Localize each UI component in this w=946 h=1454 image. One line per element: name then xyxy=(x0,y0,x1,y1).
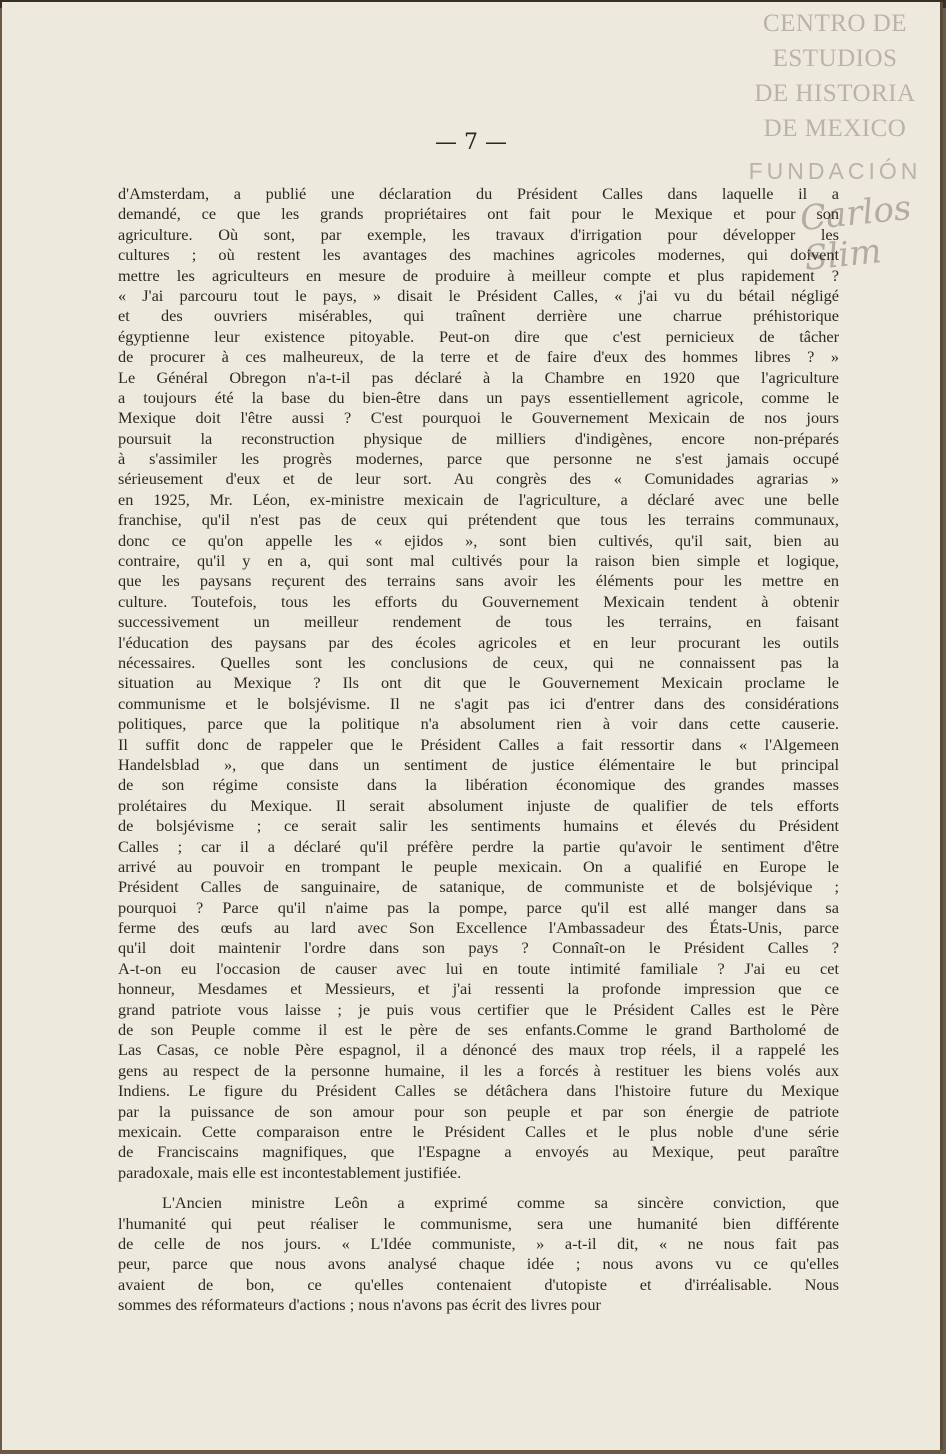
text-line: et des ouvriers misérables, qui traînent derrière une charrue préhistorique xyxy=(118,306,839,326)
watermark-line: CENTRO DE xyxy=(762,10,908,37)
text-line: à s'assimiler les progrès modernes, parce que personne ne s'est jamais occupé xyxy=(118,449,839,469)
document-page xyxy=(2,2,943,1450)
text-line: cultures ; où restent les avantages des machines agricoles modernes, qui doivent xyxy=(118,245,839,265)
paragraph xyxy=(118,184,839,1183)
text-line: A-t-on eu l'occasion de causer avec lui en toute intimité familiale ? J'ai eu cet xyxy=(118,958,839,978)
watermark-line: DE MEXICO xyxy=(763,115,907,142)
text-line: peur, parce que nous avons analysé chaque idée ; nous avons vu ce qu'elles xyxy=(118,1254,839,1274)
archive-watermark xyxy=(740,6,930,189)
text-line: égyptienne leur existence pitoyable. Peut-on dire que c'est pernicieux de tâcher xyxy=(118,326,839,346)
text-line: par la puissance de son amour pour son peuple et par son énergie de patriote xyxy=(118,1101,839,1121)
text-line: gens au respect de la personne humaine, il les a forcés à restituer les biens volés aux xyxy=(118,1060,839,1080)
watermark-line: ESTUDIOS xyxy=(772,45,898,72)
body-text xyxy=(118,184,839,1315)
text-line: Handelsblad », que dans un sentiment de justice élémentaire le but principal xyxy=(118,754,839,774)
text-line: Président Calles de sanguinaire, de satanique, de communiste et de bolsjévique ; xyxy=(118,877,839,897)
watermark-line: DE HISTORIA xyxy=(754,80,916,107)
page-number: — 7 — xyxy=(435,130,507,155)
text-line: en 1925, Mr. Léon, ex-ministre mexicain de l'agriculture, a déclaré avec une belle xyxy=(118,489,839,509)
text-line: de celle de nos jours. « L'Idée communiste, » a-t-il dit, « ne nous fait pas xyxy=(118,1233,839,1253)
text-line: sérieusement d'eux et de leur sort. Au congrès des « Comunidades agrarias » xyxy=(118,469,839,489)
text-line: Indiens. Le figure du Président Calles se détâchera dans l'histoire future du Mexique xyxy=(118,1081,839,1101)
text-line: nécessaires. Quelles sont les conclusions de ceux, qui ne connaissent pas la xyxy=(118,652,839,672)
text-line: Il suffit donc de rappeler que le Président Calles a fait ressortir dans « l'Algemeen xyxy=(118,734,839,754)
text-line: agriculture. Où sont, par exemple, les travaux d'irrigation pour développer les xyxy=(118,224,839,244)
text-line: culture. Toutefois, tous les efforts du Gouvernement Mexicain tendent à obtenir xyxy=(118,591,839,611)
text-line: Calles ; car il a déclaré qu'il préfère perdre la partie qu'avoir le sentiment d'être xyxy=(118,836,839,856)
text-line: que les paysans reçurent des terrains sans avoir les éléments pour les mettre en xyxy=(118,571,839,591)
text-line: l'éducation des paysans par des écoles agricoles et en leur procurant les outils xyxy=(118,632,839,652)
text-line: pourquoi ? Parce qu'il n'aime pas la pompe, parce qu'il est allé manger dans sa xyxy=(118,897,839,917)
text-line: donc ce qu'on appelle les « ejidos », sont bien cultivés, qu'il sait, bien au xyxy=(118,530,839,550)
text-line: demandé, ce que les grands propriétaires ont fait pour le Mexique et pour son xyxy=(118,204,839,224)
text-line: arrivé au pouvoir en trompant le peuple mexicain. On a qualifié en Europe le xyxy=(118,856,839,876)
text-line: L'Ancien ministre Leôn a exprimé comme sa sincère conviction, que xyxy=(162,1193,839,1213)
text-line: « J'ai parcouru tout le pays, » disait le Président Calles, « j'ai vu du bétail négligé xyxy=(118,285,839,305)
text-line: grand patriote vous laisse ; je puis vous certifier que le Président Calles est le Père xyxy=(118,999,839,1019)
text-line: paradoxale, mais elle est incontestablement justifiée. xyxy=(118,1162,462,1182)
text-line: Le Général Obregon n'a-t-il pas déclaré à la Chambre en 1920 que l'agriculture xyxy=(118,367,839,387)
text-line: a toujours été la base du bien-être dans un pays essentiellement agricole, comme le xyxy=(118,387,839,407)
text-line: mexicain. Cette comparaison entre le Président Calles et le plus noble d'une série xyxy=(118,1121,839,1141)
text-line: l'humanité qui peut réaliser le communisme, sera une humanité bien différente xyxy=(118,1213,839,1233)
text-line: communisme et le bolsjévisme. Il ne s'agit pas ici d'entrer dans des considérations xyxy=(118,693,839,713)
text-line: de procurer à ces malheureux, de la terre et de faire d'eux des hommes libres ? » xyxy=(118,347,839,367)
text-line: qu'il doit maintenir l'ordre dans son pays ? Connaît-on le Président Calles ? xyxy=(118,938,839,958)
text-line: de son régime consiste dans la libération économique des grandes masses xyxy=(118,775,839,795)
text-line: successivement un meilleur rendement de tous les terrains, en faisant xyxy=(118,612,839,632)
text-line: de bolsjévisme ; ce serait salir les sentiments humains et élevés du Président xyxy=(118,816,839,836)
text-line: de Franciscains magnifiques, que l'Espagne a envoyés au Mexique, peut paraître xyxy=(118,1142,839,1162)
text-line: franchise, qu'il n'est pas de ceux qui prétendent que tous les terrains communaux, xyxy=(118,510,839,530)
text-line: honneur, Mesdames et Messieurs, et j'ai ressenti la profonde impression que ce xyxy=(118,979,839,999)
watermark-signature: Carlos Slim xyxy=(798,187,914,279)
text-line: contraire, qu'il y en a, qui sont mal cultivés pour la raison bien simple et logique, xyxy=(118,551,839,571)
text-line: poursuit la reconstruction physique de milliers d'indigènes, encore non-préparés xyxy=(118,428,839,448)
text-line: d'Amsterdam, a publié une déclaration du Président Calles dans laquelle il a xyxy=(118,184,839,203)
text-line: ferme des œufs au lard avec Son Excellence l'Ambassadeur des États-Unis, parce xyxy=(118,918,839,938)
text-line: Las Casas, ce noble Père espagnol, il a dénoncé des maux trop réels, il a rappelé les xyxy=(118,1040,839,1060)
text-line: sommes des réformateurs d'actions ; nous n'avons pas écrit des livres pour xyxy=(118,1295,601,1315)
text-line: de son Peuple comme il est le père de ses enfants.Comme le grand Bartholomé de xyxy=(118,1020,839,1040)
text-line: mettre les agriculteurs en mesure de produire à meilleur compte et plus rapidement ? xyxy=(118,265,839,285)
text-line: prolétaires du Mexique. Il serait absolument injuste de qualifier de tels efforts xyxy=(118,795,839,815)
paragraph xyxy=(118,1193,839,1315)
text-line: politiques, parce que la politique n'a absolument rien à voir dans cette causerie. xyxy=(118,714,839,734)
text-line: avaient de bon, ce qu'elles contenaient d'utopiste et d'irréalisable. Nous xyxy=(118,1274,839,1294)
watermark-foundation: FUNDACIÓN xyxy=(748,158,922,184)
text-line: Mexique doit l'être aussi ? C'est pourquoi le Gouvernement Mexicain de nos jours xyxy=(118,408,839,428)
text-line: situation au Mexique ? Ils ont dit que le Gouvernement Mexicain proclame le xyxy=(118,673,839,693)
